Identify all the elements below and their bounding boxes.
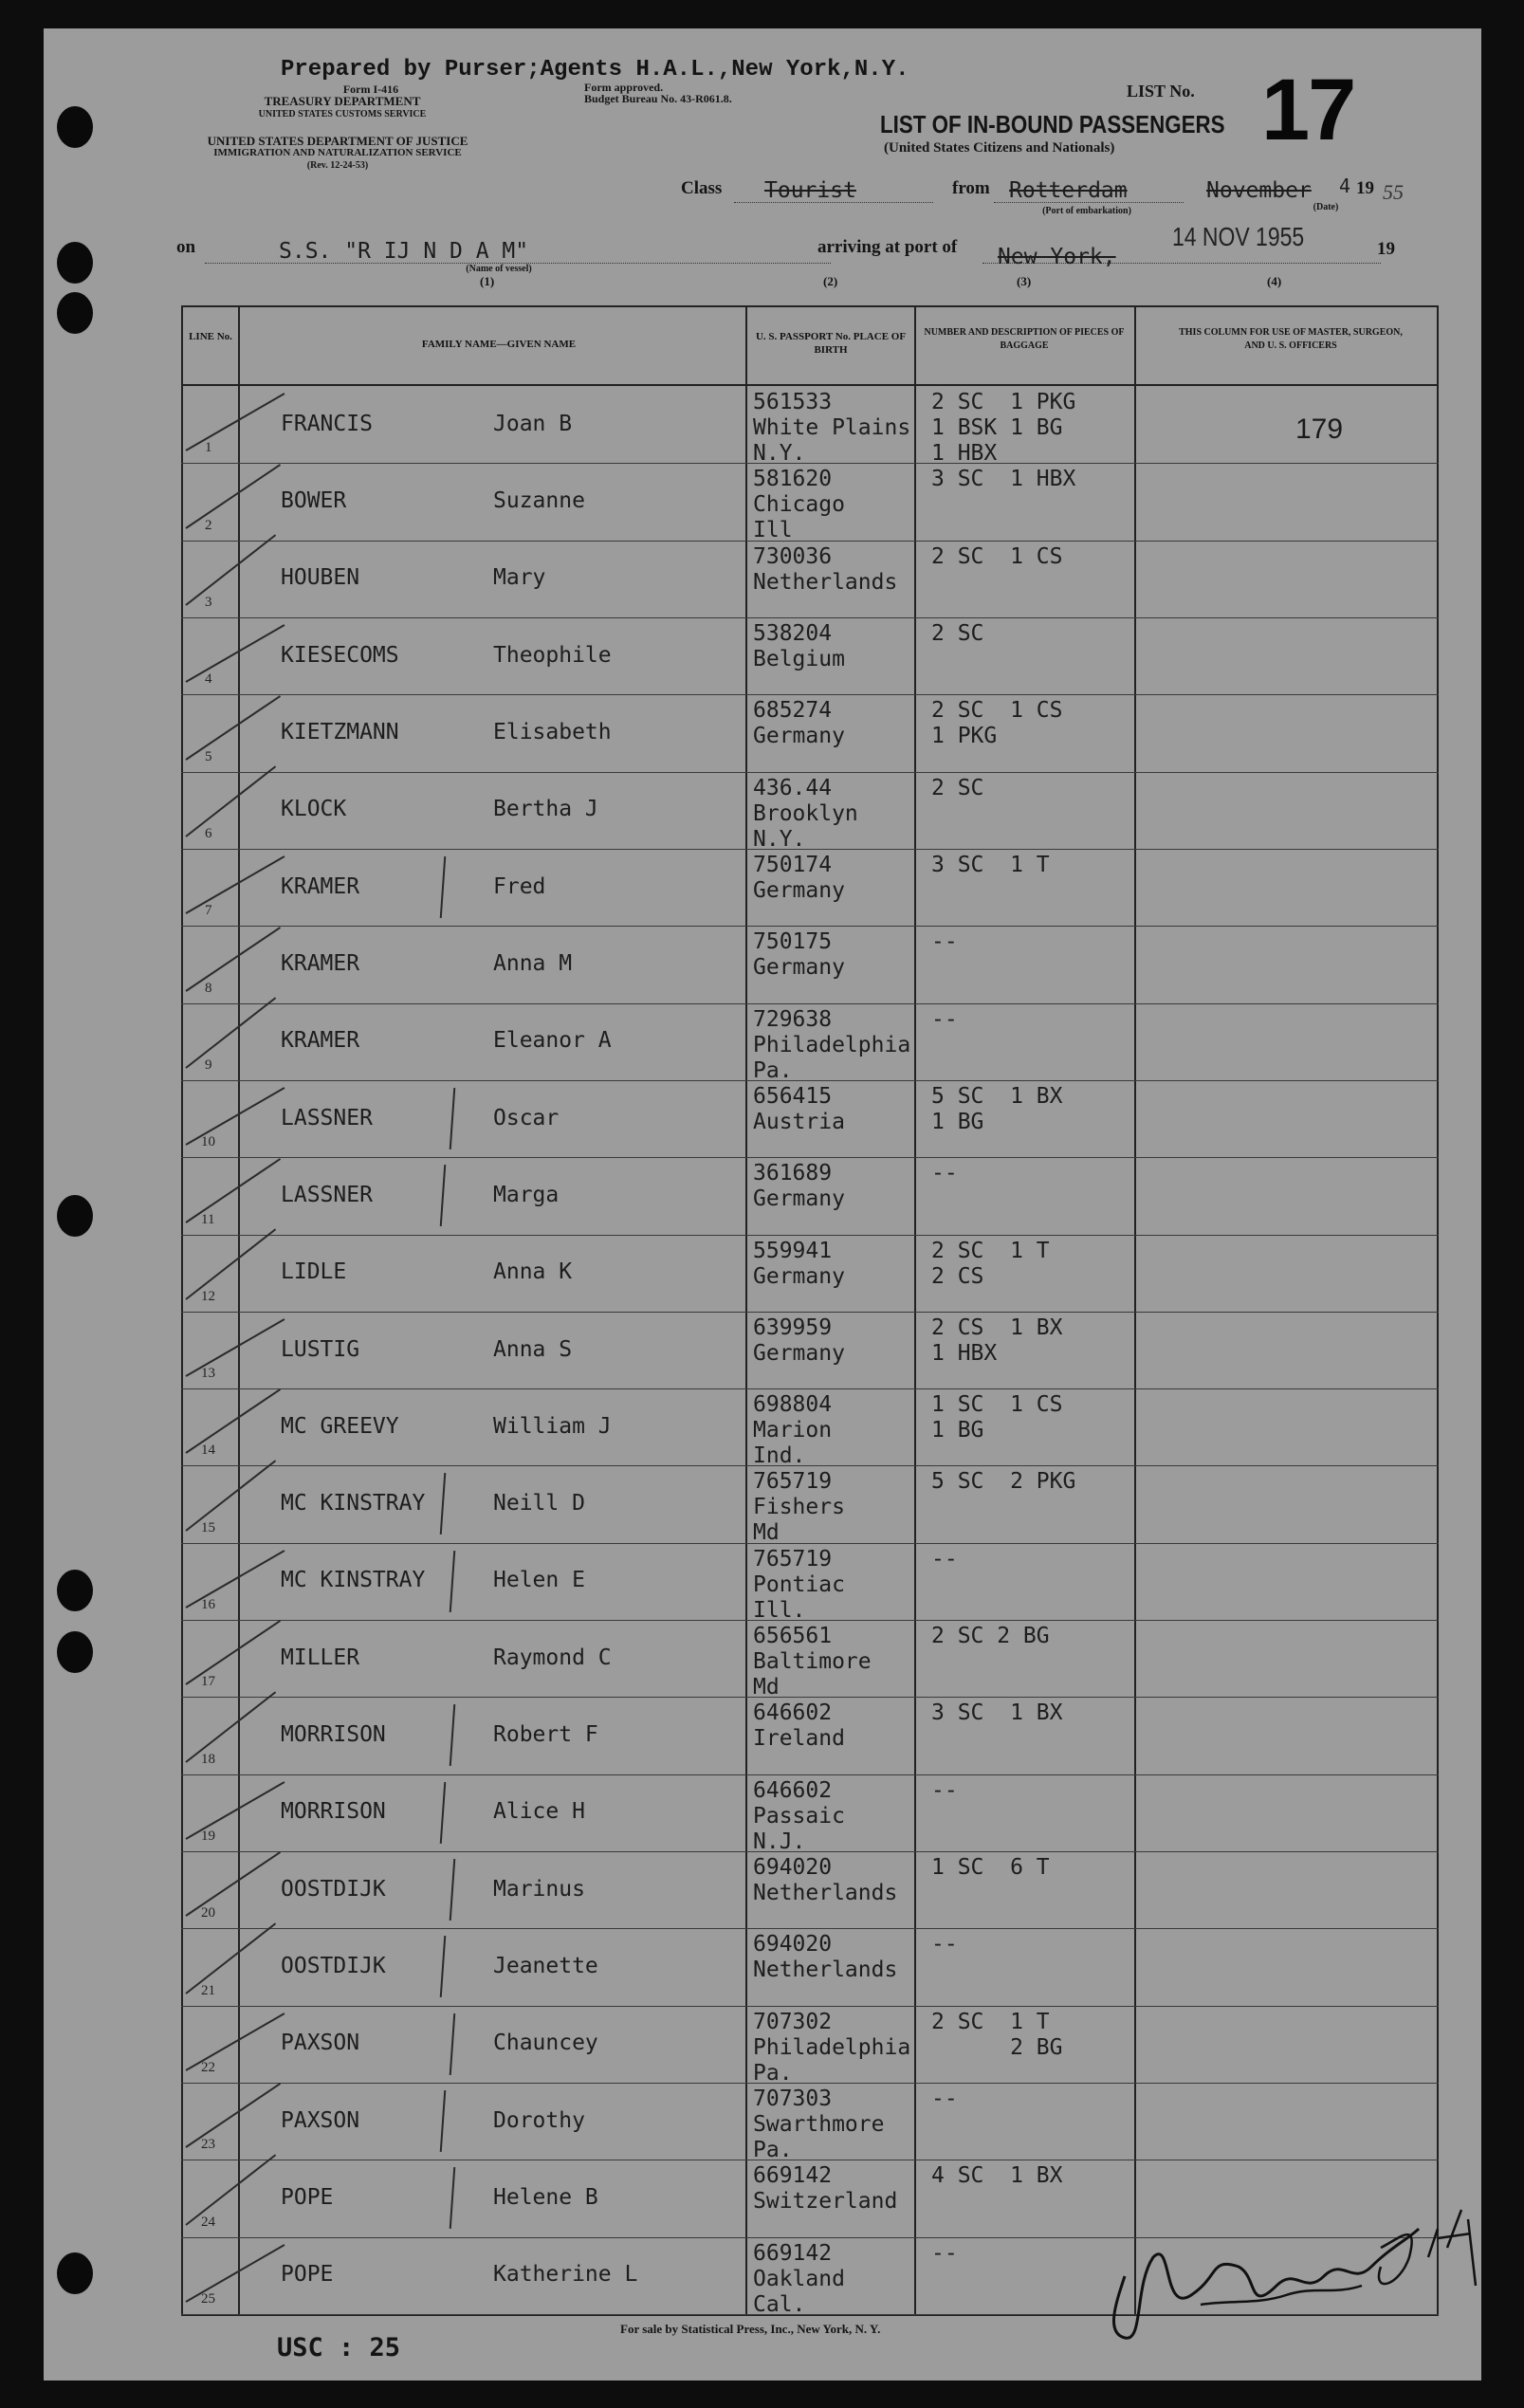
place-of-birth: Passaic N.J. (753, 1804, 845, 1854)
passport-number: 730036 (753, 544, 833, 569)
family-name: POPE (281, 2185, 334, 2210)
given-name: Dorothy (493, 2108, 585, 2133)
given-name: Helen E (493, 1568, 585, 1592)
family-name: KRAMER (281, 951, 360, 976)
row-rule (181, 694, 1439, 695)
year-prefix: 19 (1356, 178, 1374, 198)
family-name: LASSNER (281, 1183, 373, 1207)
row-rule (181, 1157, 1439, 1158)
col-header-name: FAMILY NAME—GIVEN NAME (421, 339, 577, 350)
col-header-officers: THIS COLUMN FOR USE OF MASTER, SURGEON, AND U. S. OFFICERS (1179, 327, 1403, 351)
given-name: Theophile (493, 643, 612, 668)
given-name: Anna K (493, 1259, 573, 1284)
baggage: -- (931, 1007, 958, 1032)
given-name: Bertha J (493, 797, 598, 821)
justice-dept: UNITED STATES DEPARTMENT OF JUSTICE (207, 134, 468, 148)
passport-number: 765719 (753, 1547, 833, 1572)
place-of-birth: Baltimore Md (753, 1649, 872, 1700)
given-name: Katherine L (493, 2262, 638, 2287)
row-rule (181, 1003, 1439, 1004)
baggage: 2 SC 1 T 2 BG (931, 2010, 1063, 2060)
list-title: LIST OF IN-BOUND PASSENGERS (880, 110, 1225, 138)
row-rule (181, 1312, 1439, 1313)
from-label: from (952, 178, 990, 198)
baggage: 2 CS 1 BX 1 HBX (931, 1315, 1063, 1366)
passport-number: 646602 (753, 1778, 833, 1803)
immigration-service: IMMIGRATION AND NATURALIZATION SERVICE (213, 147, 462, 158)
arrival-port: New York, (998, 245, 1116, 269)
family-name: MILLER (281, 1645, 360, 1670)
manifest-page (44, 28, 1481, 2380)
family-name: LUSTIG (281, 1337, 360, 1362)
baggage: 2 SC 1 CS 1 PKG (931, 698, 1063, 748)
baggage: -- (931, 929, 958, 954)
place-of-birth: Germany (753, 1341, 845, 1366)
place-of-birth: Germany (753, 1186, 845, 1211)
line-number: 3 (205, 595, 212, 610)
line-number: 4 (205, 671, 212, 687)
port-caption: (Port of embarkation) (1042, 206, 1131, 216)
passenger-table (44, 28, 1481, 2380)
line-number: 9 (205, 1057, 212, 1073)
family-name: MORRISON (281, 1722, 386, 1747)
list-subtitle: (United States Citizens and Nationals) (884, 140, 1115, 156)
given-name: Suzanne (493, 488, 585, 513)
given-name: Anna S (493, 1337, 573, 1362)
family-name: FRANCIS (281, 412, 373, 436)
prepared-by: Prepared by Purser;Agents H.A.L.,New York,N.Y. (281, 57, 909, 83)
baggage: -- (931, 2241, 958, 2266)
col-rule (1134, 305, 1136, 2316)
row-rule (181, 617, 1439, 618)
given-name: Eleanor A (493, 1028, 612, 1053)
line-number: 5 (205, 749, 212, 764)
passport-number: 698804 (753, 1392, 833, 1417)
place-of-birth: Brooklyn N.Y. (753, 801, 858, 852)
passport-number: 656561 (753, 1624, 833, 1648)
baggage: 2 SC (931, 621, 984, 646)
row-rule (181, 772, 1439, 773)
line-number: 23 (201, 2137, 215, 2152)
place-of-birth: Ireland (753, 1726, 845, 1751)
passport-number: 765719 (753, 1469, 833, 1494)
family-name: LASSNER (281, 1106, 373, 1130)
baggage: 2 SC 2 BG (931, 1624, 1050, 1648)
place-of-birth: Netherlands (753, 1881, 898, 1905)
baggage: 2 SC 1 CS (931, 544, 1063, 569)
place-of-birth: Chicago Ill (753, 492, 845, 542)
family-name: MORRISON (281, 1799, 386, 1824)
col-rule (914, 305, 916, 2316)
place-of-birth: White Plains N.Y. (753, 415, 911, 466)
place-of-birth: Netherlands (753, 570, 898, 595)
row-rule (181, 1928, 1439, 1929)
family-name: LIDLE (281, 1259, 347, 1284)
line-number: 24 (201, 2215, 215, 2230)
class-label: Class (681, 178, 723, 198)
family-name: KIETZMANN (281, 720, 399, 744)
treasury-dept: TREASURY DEPARTMENT (264, 94, 421, 108)
date-caption: (Date) (1313, 202, 1339, 212)
given-name: Robert F (493, 1722, 598, 1747)
line-number: 19 (201, 1829, 215, 1844)
passport-number: 707302 (753, 2010, 833, 2034)
given-name: Mary (493, 565, 546, 590)
baggage: -- (931, 1778, 958, 1803)
place-of-birth: Pontiac Ill. (753, 1572, 845, 1623)
baggage: 3 SC 1 T (931, 853, 1050, 877)
line-number: 18 (201, 1752, 215, 1767)
col-rule (238, 305, 240, 2316)
place-of-birth: Austria (753, 1110, 845, 1134)
passport-number: 361689 (753, 1161, 833, 1186)
col-header-passport: U. S. PASSPORT No. PLACE OF BIRTH (755, 331, 907, 356)
passport-number: 685274 (753, 698, 833, 723)
form-approved: Form approved. (584, 81, 664, 94)
place-of-birth: Fishers Md (753, 1495, 845, 1545)
usc-count: USC : 25 (277, 2333, 401, 2362)
given-name: Raymond C (493, 1645, 612, 1670)
family-name: KRAMER (281, 1028, 360, 1053)
line-number: 10 (201, 1134, 215, 1149)
list-no-label: LIST No. (1127, 82, 1195, 101)
year-value: 55 (1383, 180, 1404, 204)
from-value: Rotterdam (1009, 178, 1128, 203)
passport-number: 729638 (753, 1007, 833, 1032)
given-name: Anna M (493, 951, 573, 976)
family-name: KLOCK (281, 797, 347, 821)
header-rule (181, 384, 1439, 386)
place-of-birth: Germany (753, 724, 845, 748)
line-number: 20 (201, 1905, 215, 1921)
officer-note: 179 (1295, 414, 1344, 445)
row-rule (181, 1235, 1439, 1236)
line-number: 21 (201, 1983, 215, 1998)
family-name: PAXSON (281, 2108, 360, 2133)
col-caption-3: (3) (1017, 274, 1032, 288)
given-name: Chauncey (493, 2031, 598, 2055)
baggage: 2 SC 1 PKG 1 BSK 1 BG 1 HBX (931, 390, 1076, 466)
row-rule (181, 926, 1439, 927)
budget-bureau: Budget Bureau No. 43-R061.8. (584, 92, 732, 105)
baggage: 5 SC 1 BX 1 BG (931, 1084, 1063, 1134)
passport-number: 707303 (753, 2086, 833, 2111)
passport-number: 561533 (753, 390, 833, 414)
place-of-birth: Switzerland (753, 2189, 898, 2214)
given-name: Helene B (493, 2185, 598, 2210)
passport-number: 694020 (753, 1855, 833, 1880)
line-number: 12 (201, 1289, 215, 1304)
vessel-caption: (Name of vessel) (466, 264, 532, 274)
place-of-birth: Oakland Cal. (753, 2267, 845, 2317)
passport-number: 436.44 (753, 776, 833, 800)
given-name: Alice H (493, 1799, 585, 1824)
col-header-baggage: NUMBER AND DESCRIPTION OF PIECES OF BAGGAGE (924, 327, 1125, 351)
place-of-birth: Philadelphia Pa. (753, 2035, 911, 2086)
family-name: MC GREEVY (281, 1414, 399, 1439)
col-caption-1: (1) (480, 274, 495, 288)
passport-number: 646602 (753, 1700, 833, 1725)
baggage: -- (931, 1547, 958, 1572)
line-number: 16 (201, 1597, 215, 1612)
arriving-label: arriving at port of (817, 237, 958, 257)
form-number: Form I-416 (342, 83, 399, 96)
passport-number: 559941 (753, 1239, 833, 1263)
line-number: 8 (205, 981, 212, 996)
baggage: 2 SC (931, 776, 984, 800)
line-number: 17 (201, 1674, 215, 1689)
passport-number: 538204 (753, 621, 833, 646)
passport-number: 639959 (753, 1315, 833, 1340)
place-of-birth: Philadelphia Pa. (753, 1033, 911, 1083)
baggage: 3 SC 1 HBX (931, 467, 1076, 491)
passport-number: 669142 (753, 2163, 833, 2188)
line-number: 11 (201, 1212, 215, 1227)
given-name: Marga (493, 1183, 560, 1207)
baggage: -- (931, 2086, 958, 2111)
passport-number: 750174 (753, 853, 833, 877)
col-rule (745, 305, 747, 2316)
line-number: 7 (205, 903, 212, 918)
baggage: 4 SC 1 BX (931, 2163, 1063, 2188)
vessel-name: S.S. "R IJ N D A M" (279, 239, 529, 264)
family-name: HOUBEN (281, 565, 360, 590)
place-of-birth: Germany (753, 955, 845, 980)
place-of-birth: Netherlands (753, 1958, 898, 1982)
passport-number: 750175 (753, 929, 833, 954)
inspector-signature (1096, 2143, 1481, 2352)
given-name: William J (493, 1414, 612, 1439)
family-name: MC KINSTRAY (281, 1568, 426, 1592)
baggage: -- (931, 1161, 958, 1186)
printer-note: For sale by Statistical Press, Inc., New York, N. Y. (620, 2322, 881, 2336)
family-name: KIESECOMS (281, 643, 399, 668)
row-rule (181, 2006, 1439, 2007)
passport-number: 581620 (753, 467, 833, 491)
line-number: 13 (201, 1366, 215, 1381)
col-header-line: LINE No. (189, 331, 232, 342)
customs-service: UNITED STATES CUSTOMS SERVICE (258, 109, 427, 119)
list-number: 17 (1261, 62, 1355, 158)
place-of-birth: Germany (753, 1264, 845, 1289)
passport-number: 669142 (753, 2241, 833, 2266)
rev-date: (Rev. 12-24-53) (306, 160, 369, 171)
given-name: Oscar (493, 1106, 560, 1130)
family-name: KRAMER (281, 874, 360, 899)
place-of-birth: Swarthmore Pa. (753, 2112, 885, 2162)
line-number: 2 (205, 518, 212, 533)
family-name: PAXSON (281, 2031, 360, 2055)
place-of-birth: Germany (753, 878, 845, 903)
place-of-birth: Marion Ind. (753, 1418, 833, 1468)
baggage: 5 SC 2 PKG (931, 1469, 1076, 1494)
given-name: Jeanette (493, 1954, 598, 1978)
line-number: 15 (201, 1520, 215, 1535)
date-value: November (1206, 178, 1312, 203)
family-name: MC KINSTRAY (281, 1491, 426, 1516)
line-number: 1 (205, 440, 212, 455)
row-rule (181, 1388, 1439, 1389)
family-name: OOSTDIJK (281, 1954, 386, 1978)
year2-prefix: 19 (1377, 239, 1395, 259)
baggage: 2 SC 1 T 2 CS (931, 1239, 1050, 1289)
given-name: Neill D (493, 1491, 585, 1516)
class-value: Tourist (764, 178, 856, 203)
given-name: Fred (493, 874, 546, 899)
baggage: 1 SC 1 CS 1 BG (931, 1392, 1063, 1443)
col-caption-2: (2) (823, 274, 838, 288)
place-of-birth: Belgium (753, 647, 845, 671)
date-day: 4 (1339, 175, 1351, 197)
given-name: Joan B (493, 412, 573, 436)
stamp-date: 14 NOV 1955 (1172, 222, 1305, 251)
line-number: 22 (201, 2060, 215, 2075)
passport-number: 656415 (753, 1084, 833, 1109)
row-rule (181, 1774, 1439, 1775)
family-name: POPE (281, 2262, 334, 2287)
line-number: 6 (205, 826, 212, 841)
baggage: -- (931, 1932, 958, 1957)
col-caption-4: (4) (1267, 274, 1282, 288)
passport-number: 694020 (753, 1932, 833, 1957)
line-number: 14 (201, 1443, 215, 1458)
baggage: 3 SC 1 BX (931, 1700, 1063, 1725)
given-name: Elisabeth (493, 720, 612, 744)
given-name: Marinus (493, 1877, 585, 1902)
family-name: OOSTDIJK (281, 1877, 386, 1902)
baggage: 1 SC 6 T (931, 1855, 1050, 1880)
on-label: on (176, 237, 196, 257)
family-name: BOWER (281, 488, 347, 513)
line-number: 25 (201, 2291, 215, 2307)
